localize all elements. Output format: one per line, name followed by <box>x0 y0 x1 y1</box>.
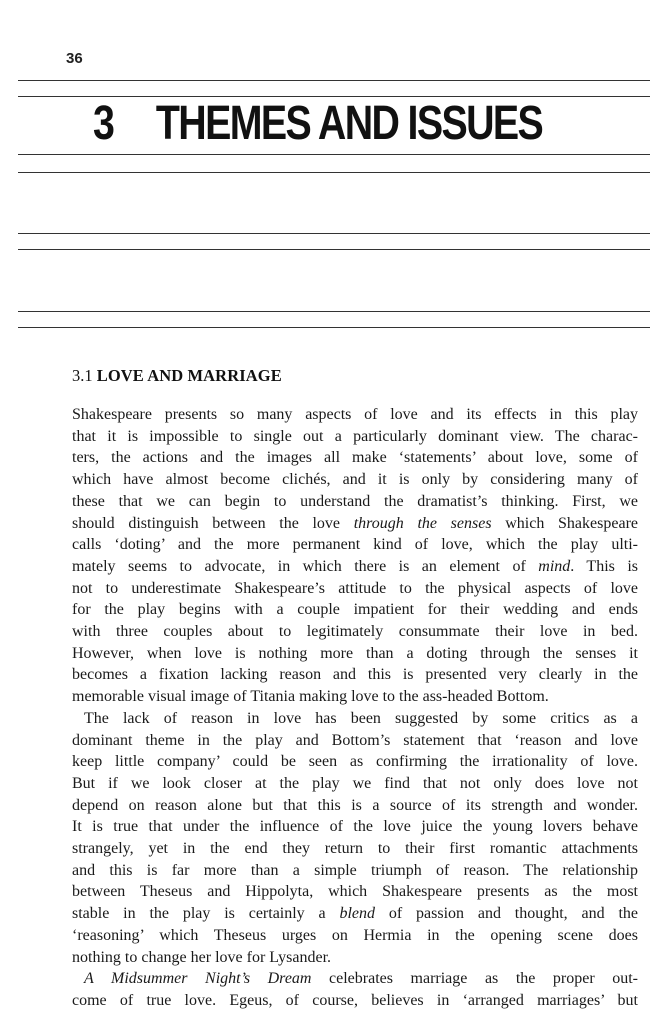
text-line: between Theseus and Hippolyta, which Shakespeare presents as the most <box>72 883 638 901</box>
text-line: mately seems to advocate, in which there is an element of mind. This is <box>72 557 639 575</box>
text-line: should distinguish between the love through the senses which Shakespeare <box>72 514 638 532</box>
section-title: LOVE AND MARRIAGE <box>96 366 282 385</box>
text-line: dominant theme in the play and Bottom’s statement that ‘reason and love <box>72 731 638 749</box>
chapter-title-text: THEMES AND ISSUES <box>155 97 543 150</box>
text-line: But if we look closer at the play we find that not only does love not <box>72 774 638 792</box>
text-line: calls ‘doting’ and the more permanent kind of love, which the play ulti- <box>72 536 638 554</box>
chapter-title <box>93 98 542 150</box>
chapter-rule <box>18 233 650 234</box>
text-line: The lack of reason in love has been suggested by some critics as a <box>84 709 638 727</box>
text-line: come of true love. Egeus, of course, believes in ‘arranged marriages’ but <box>72 991 638 1009</box>
text-line: ‘reasoning’ which Theseus urges on Hermia in the opening scene does <box>72 926 638 944</box>
chapter-rule <box>18 249 650 250</box>
chapter-rule <box>18 154 650 155</box>
chapter-rule <box>18 311 650 312</box>
text-line: keep little company’ could be seen as confirming the irrationality of love. <box>72 753 638 771</box>
emphasis: A Midsummer Night’s Dream <box>84 970 312 988</box>
emphasis: blend <box>339 905 376 923</box>
text-line: memorable visual image of Titania making love to the ass-headed Bottom. <box>72 688 549 706</box>
chapter-number: 3 <box>93 97 114 150</box>
text-line: these that we can begin to understand the dramatist’s thinking. First, we <box>72 492 638 510</box>
text-line: It is true that under the influence of the love juice the young lovers behave <box>72 818 638 836</box>
text-line: However, when love is nothing more than a doting through the senses it <box>72 644 638 662</box>
chapter-rule <box>18 327 650 328</box>
text-line: A Midsummer Night’s Dream celebrates marriage as the proper out- <box>84 970 638 988</box>
text-line: that it is impossible to single out a particularly dominant view. The charac- <box>72 427 638 445</box>
text-line: not to underestimate Shakespeare’s attitude to the physical aspects of love <box>72 579 638 597</box>
text-line: ters, the actions and the images all make ‘statements’ about love, some of <box>72 449 638 467</box>
text-line: stable in the play is certainly a blend of passion and thought, and the <box>72 905 639 923</box>
text-line: depend on reason alone but that this is a source of its strength and wonder. <box>72 796 638 814</box>
section-heading <box>72 366 282 386</box>
page-number: 36 <box>66 50 83 67</box>
emphasis: mind <box>538 557 571 575</box>
text-line: strangely, yet in the end they return to their first romantic attachments <box>72 840 638 858</box>
text-line: and this is far more than a simple triumph of reason. The relationship <box>72 861 638 879</box>
header-rule <box>18 80 650 81</box>
section-number: 3.1 <box>72 366 93 385</box>
text-line: Shakespeare presents so many aspects of love and its effects in this play <box>72 406 638 423</box>
chapter-rule <box>18 172 650 173</box>
text-line: becomes a fixation lacking reason and this is presented very clearly in the <box>72 666 638 684</box>
text-line: which have almost become clichés, and it is only by considering many of <box>72 471 638 489</box>
text-line: for the play begins with a couple impatient for their wedding and ends <box>72 601 638 619</box>
text-line: with three couples about to legitimately consummate their love in bed. <box>72 623 638 641</box>
emphasis: through the senses <box>353 514 492 532</box>
body-text <box>72 404 638 1012</box>
text-line: nothing to change her love for Lysander. <box>72 948 332 966</box>
